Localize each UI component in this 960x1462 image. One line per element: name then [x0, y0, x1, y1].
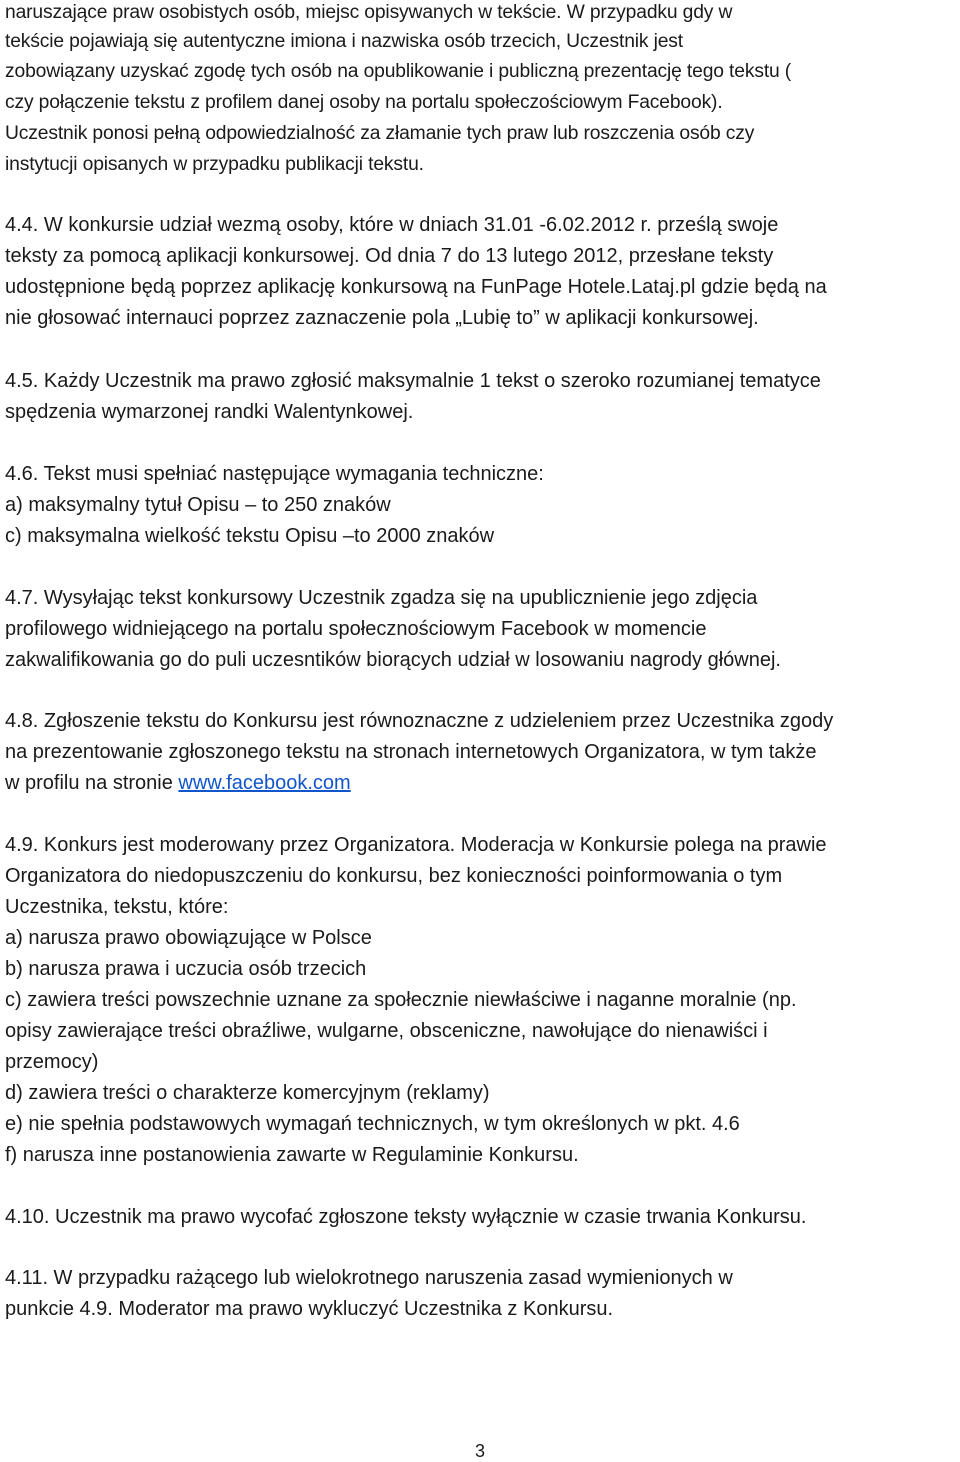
text-line: 4.4. W konkursie udział wezmą osoby, które w dniach 31.01 -6.02.2012 r. prześlą swoje [5, 214, 779, 236]
text-line: 4.8. Zgłoszenie tekstu do Konkursu jest równoznaczne z udzieleniem przez Uczestnika zgody [5, 710, 834, 732]
text-line: 4.9. Konkurs jest moderowany przez Organizatora. Moderacja w Konkursie polega na prawie [5, 834, 827, 856]
text-line: tekście pojawiają się autentyczne imiona i nazwiska osób trzecich, Uczestnik jest [5, 31, 684, 52]
text-line: d) zawiera treści o charakterze komercyjnym (reklamy) [5, 1082, 490, 1104]
text-line: Uczestnik ponosi pełną odpowiedzialność za złamanie tych praw lub roszczenia osób czy [5, 123, 755, 144]
text-line: 4.5. Każdy Uczestnik ma prawo zgłosić maksymalnie 1 tekst o szeroko rozumianej tematyce [5, 370, 821, 392]
text-line: c) maksymalna wielkość tekstu Opisu –to 2000 znaków [5, 525, 495, 547]
text-line: punkcie 4.9. Moderator ma prawo wykluczyć Uczestnika z Konkursu. [5, 1298, 614, 1320]
text-line: 4.11. W przypadku rażącego lub wielokrotnego naruszenia zasad wymienionych w [5, 1267, 733, 1289]
text-line: a) narusza prawo obowiązujące w Polsce [5, 927, 372, 949]
text-line: 4.10. Uczestnik ma prawo wycofać zgłoszone teksty wyłącznie w czasie trwania Konkursu. [5, 1206, 807, 1228]
text-line: opisy zawierające treści obraźliwe, wulgarne, obsceniczne, nawołujące do nienawiści i [5, 1020, 768, 1042]
text-line: przemocy) [5, 1051, 99, 1073]
text-line: udostępnione będą poprzez aplikację konkursową na FunPage Hotele.Lataj.pl gdzie będą na [5, 276, 827, 298]
text-line: spędzenia wymarzonej randki Walentynkowej. [5, 401, 414, 423]
text-line: na prezentowanie zgłoszonego tekstu na stronach internetowych Organizatora, w tym także [5, 741, 817, 763]
text-segment: w profilu na stronie [5, 772, 179, 794]
text-line: czy połączenie tekstu z profilem danej osoby na portalu społeczościowym Facebook). [5, 92, 723, 113]
text-line: teksty za pomocą aplikacji konkursowej. Od dnia 7 do 13 lutego 2012, przesłane teksty [5, 245, 774, 267]
text-line: nie głosować internauci poprzez zaznaczenie pola „Lubię to” w aplikacji konkursowej. [5, 307, 759, 329]
text-line: c) zawiera treści powszechnie uznane za społecznie niewłaściwe i naganne moralnie (np. [5, 989, 797, 1011]
text-line: b) narusza prawa i uczucia osób trzecich [5, 958, 367, 980]
facebook-link[interactable]: www.facebook.com [178, 772, 351, 794]
text-line: zobowiązany uzyskać zgodę tych osób na opublikowanie i publiczną prezentację tego tekstu ( [5, 61, 792, 82]
text-line: 4.6. Tekst musi spełniać następujące wymagania techniczne: [5, 463, 544, 485]
text-line: naruszające praw osobistych osób, miejsc opisywanych w tekście. W przypadku gdy w [5, 2, 733, 23]
text-line-with-link [5, 770, 351, 796]
text-line: 4.7. Wysyłając tekst konkursowy Uczestnik zgadza się na upublicznienie jego zdjęcia [5, 587, 758, 609]
text-line: Organizatora do niedopuszczeniu do konkursu, bez konieczności poinformowania o tym [5, 865, 783, 887]
text-line: Uczestnika, tekstu, które: [5, 896, 229, 918]
text-line: zakwalifikowania go do puli uczesntików biorących udział w losowaniu nagrody głównej. [5, 649, 781, 671]
page-number: 3 [474, 1441, 485, 1461]
text-line: instytucji opisanych w przypadku publikacji tekstu. [5, 154, 424, 175]
text-line: profilowego widniejącego na portalu społecznościowym Facebook w momencie [5, 618, 707, 640]
text-line: a) maksymalny tytuł Opisu – to 250 znaków [5, 494, 391, 516]
text-line: f) narusza inne postanowienia zawarte w Regulaminie Konkursu. [5, 1144, 579, 1166]
text-line: e) nie spełnia podstawowych wymagań technicznych, w tym określonych w pkt. 4.6 [5, 1113, 740, 1135]
